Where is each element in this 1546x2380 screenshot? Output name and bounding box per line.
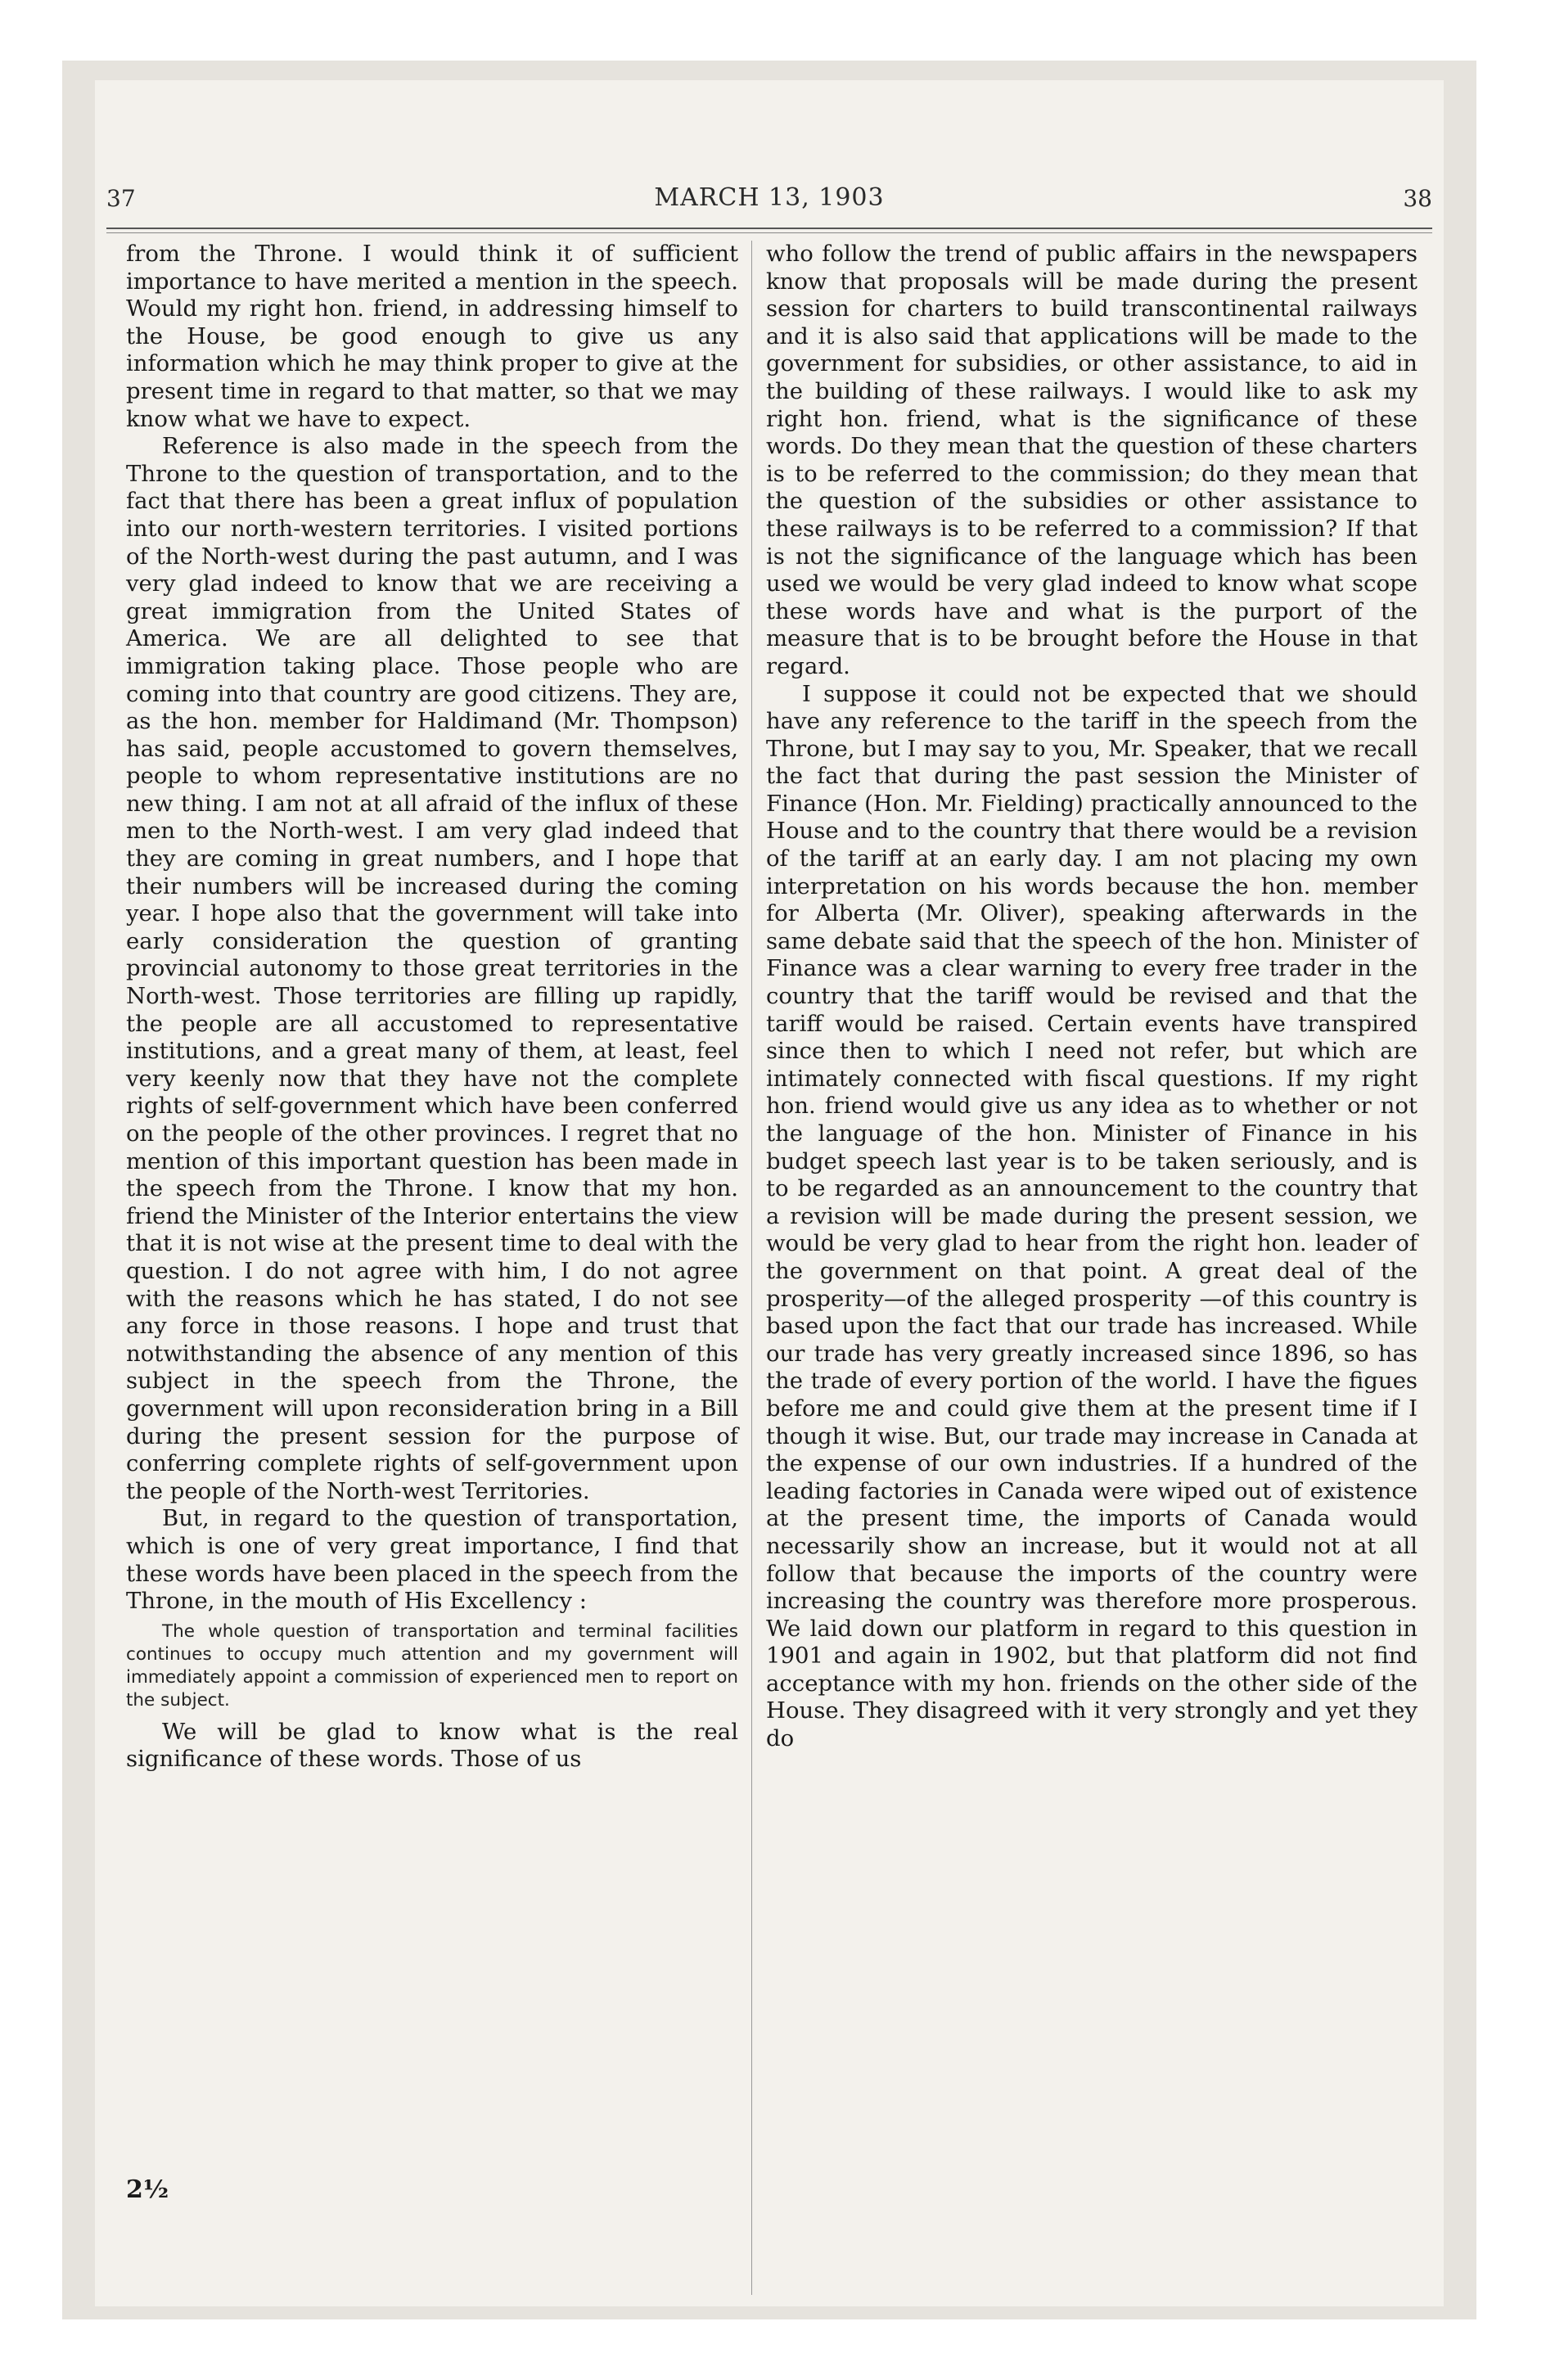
hansard-page bbox=[95, 80, 1444, 2306]
page-number-left: 37 bbox=[106, 185, 136, 212]
right-paragraph-2: I suppose it could not be expected that we should have any reference to the tariff in the speech from the Throne, but I may say to you, Mr. Speaker, that we recall the fact that during the past session the Minister of Finance (Hon. Mr. Fielding) practically announced to the House and to the country that there would be a revision of the tariff at an early day. I am not placing my own interpretation on his words because the hon. member for Alberta (Mr. Oliver), speaking afterwards in the same debate said that the speech of the hon. Minister of Finance was a clear warning to every free trader in the country that the tariff would be revised and that the tariff would be raised. Certain events have transpired since then to which I need not refer, but which are intimately connected with fiscal questions. If my right hon. friend would give us any idea as to whether or not the language of the hon. Minister of Finance in his budget speech last year is to be taken seriously, and is to be regarded as an announcement to the country that a revision will be made during the present session, we would be very glad to hear from the right hon. leader of the government on that point. A great deal of the prosperity—of the alleged prosperity —of this country is based upon the fact that our trade has increased. While our trade has very greatly increased since 1896, so has the trade of every portion of the world. I have the figues before me and could give them at the present time if I though it wise. But, our trade may increase in Canada at the expense of our own industries. If a hundred of the leading factories in Canada were wiped out of existence at the present time, the imports of Canada would necessarily show an increase, but it would not at all follow that because the imports of the country were increasing the country was therefore more prosperous. We laid down our platform in regard to this question in 1901 and again in 1902, but that platform did not find acceptance with my hon. friends on the other side of the House. They disagreed with it very strongly and yet they do bbox=[766, 680, 1418, 1752]
running-head-date: MARCH 13, 1903 bbox=[654, 183, 885, 212]
header-rule-thin bbox=[106, 232, 1432, 233]
page-number-right: 38 bbox=[1403, 185, 1432, 212]
left-paragraph-3: But, in regard to the question of transportation, which is one of very great importance, I find that these words have been placed in the speech from the Throne, in the mouth of His Excellency : bbox=[126, 1505, 738, 1615]
right-column bbox=[766, 241, 1418, 1753]
left-paragraph-2: Reference is also made in the speech from the Throne to the question of transportation, and to the fact that there has been a great influx of population into our north-western territories. I visited portions of the North-west during the past autumn, and I was very glad indeed to know that we are receiving a great immigration from the United States of America. We are all delighted to see that immigration taking place. Those people who are coming into that country are good citizens. They are, as the hon. member for Haldimand (Mr. Thompson) has said, people accustomed to govern themselves, people to whom representative institutions are no new thing. I am not at all afraid of the influx of these men to the North-west. I am very glad indeed that they are coming in great numbers, and I hope that their numbers will be increased during the coming year. I hope also that the government will take into early consideration the question of granting provincial autonomy to those great territories in the North-west. Those territories are filling up rapidly, the people are all accustomed to representative institutions, and a great many of them, at least, feel very keenly now that they have not the complete rights of self-government which have been conferred on the people of the other provinces. I regret that no mention of this important question has been made in the speech from the Throne. I know that my hon. friend the Minister of the Interior entertains the view that it is not wise at the present time to deal with the question. I do not agree with him, I do not agree with the reasons which he has stated, I do not see any force in those reasons. I hope and trust that notwithstanding the absence of any mention of this subject in the speech from the Throne, the government will upon reconsideration bring in a Bill during the present session for the purpose of conferring complete rights of self-government upon the people of the North-west Territories. bbox=[126, 433, 738, 1504]
right-paragraph-1: who follow the trend of public affairs in the newspapers know that proposals will be made during the present session for charters to build transcontinental railways and it is also said that applications will be made to the government for subsidies, or other assistance, to aid in the building of these railways. I would like to ask my right hon. friend, what is the significance of these words. Do they mean that the question of these charters is to be referred to the commission; do they mean that the question of the subsidies or other assistance to these railways is to be referred to a commission? If that is not the significance of the language which has been used we would be very glad indeed to know what scope these words have and what is the purport of the measure that is to be brought before the House in that regard. bbox=[766, 241, 1418, 679]
left-paragraph-1: from the Throne. I would think it of sufficient importance to have merited a mention in the speech. Would my right hon. friend, in addressing himself to the House, be good enough to give us any information which he may think proper to give at the present time in regard to that matter, so that we may know what we have to expect. bbox=[126, 241, 738, 432]
column-divider bbox=[751, 241, 752, 2295]
throne-speech-quote: The whole question of transportation and terminal facilities continues to occupy much attention and my government will immediately appoint a commission of experienced men to report on the subject. bbox=[126, 1620, 738, 1711]
header-rule bbox=[106, 228, 1432, 229]
left-column bbox=[126, 241, 738, 1774]
scanned-page-background bbox=[62, 61, 1476, 2319]
left-paragraph-closing: We will be glad to know what is the real significance of these words. Those of us bbox=[126, 1718, 738, 1773]
signature-mark: 2½ bbox=[126, 2175, 169, 2204]
